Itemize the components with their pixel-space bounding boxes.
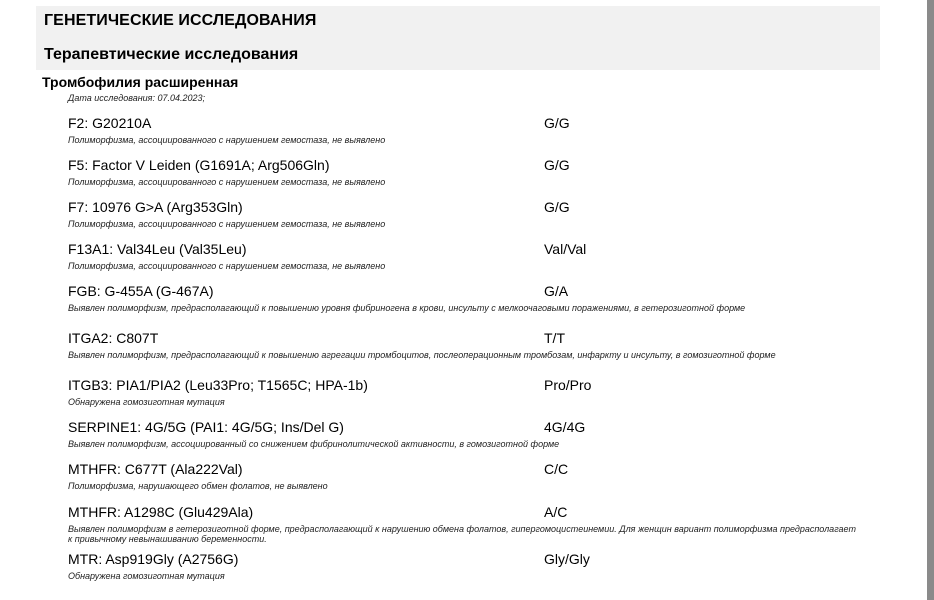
test-name: F5: Factor V Leiden (G1691A; Arg506Gln) [68, 157, 330, 173]
test-result: G/A [544, 283, 569, 299]
test-name: F2: G20210A [68, 115, 152, 131]
study-date: Дата исследования: 07.04.2023; [68, 93, 206, 103]
test-result: Val/Val [544, 241, 587, 257]
vertical-scrollbar[interactable] [927, 0, 934, 600]
test-note: Полиморфизма, ассоциированного с нарушением гемостаза, не выявлено [68, 135, 386, 145]
test-result: G/G [544, 157, 570, 173]
test-name: MTR: Asp919Gly (A2756G) [68, 551, 239, 567]
section-title: ГЕНЕТИЧЕСКИЕ ИССЛЕДОВАНИЯ [44, 12, 317, 29]
test-result: G/G [544, 199, 570, 215]
test-note: Полиморфизма, ассоциированного с нарушением гемостаза, не выявлено [68, 219, 386, 229]
test-name: MTHFR: C677T (Ala222Val) [68, 461, 243, 477]
test-note: Полиморфизма, ассоциированного с нарушением гемостаза, не выявлено [68, 177, 386, 187]
test-name: F13A1: Val34Leu (Val35Leu) [68, 241, 247, 257]
subsection-title: Терапевтические исследования [44, 46, 299, 63]
test-name: MTHFR: A1298C (Glu429Ala) [68, 504, 254, 520]
test-note: Обнаружена гомозиготная мутация [68, 397, 225, 407]
test-note: Обнаружена гомозиготная мутация [68, 571, 225, 581]
test-result: T/T [544, 330, 565, 346]
test-name: F7: 10976 G>A (Arg353Gln) [68, 199, 243, 215]
test-name: FGB: G-455A (G-467A) [68, 283, 214, 299]
test-note: Выявлен полиморфизм, предрасполагающий к повышению уровня фибриногена в крови, инсульту с мелкоочаговыми поражениями, в гетерозиготной форме [68, 303, 746, 313]
test-result: G/G [544, 115, 570, 131]
test-note: Выявлен полиморфизм, ассоциированный со снижением фибринолитической активности, в гомозиготной форме [68, 439, 560, 449]
test-name: ITGB3: PIA1/PIA2 (Leu33Pro; T1565C; HPA-1b) [68, 377, 368, 393]
test-note: Выявлен полиморфизм в гетерозиготной форме, предрасполагающий к нарушению обмена фолатов, гипергомоцистеинемии. Для женщин вариант полиморфизма предрасполагает к привычному невынашиванию беременности. [68, 524, 856, 544]
test-result: A/C [544, 504, 568, 520]
test-name: SERPINE1: 4G/5G (PAI1: 4G/5G; Ins/Del G) [68, 419, 344, 435]
panel-title: Тромбофилия расширенная [42, 74, 239, 90]
test-result: C/C [544, 461, 569, 477]
test-result: 4G/4G [544, 419, 586, 435]
test-note: Полиморфизма, нарушающего обмен фолатов, не выявлено [68, 481, 328, 491]
test-result: Pro/Pro [544, 377, 592, 393]
test-result: Gly/Gly [544, 551, 590, 567]
test-note: Выявлен полиморфизм, предрасполагающий к повышению агрегации тромбоцитов, послеоперационным тромбозам, инфаркту и инсульту, в гомозиготной форме [68, 350, 776, 360]
test-note: Полиморфизма, ассоциированного с нарушением гемостаза, не выявлено [68, 261, 386, 271]
test-name: ITGA2: C807T [68, 330, 159, 346]
